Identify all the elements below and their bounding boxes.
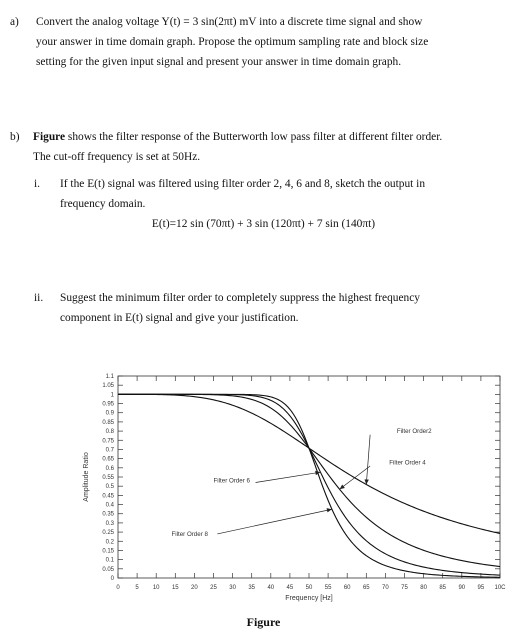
x-tick-label: 45 xyxy=(286,585,294,591)
part-i-label: i. xyxy=(34,178,41,190)
y-tick-label: 0.75 xyxy=(102,438,114,445)
y-tick-label: 0.7 xyxy=(105,447,114,454)
plot-frame xyxy=(118,376,500,578)
question-b-cutoff: The cut-off frequency is set at 50Hz. xyxy=(33,151,201,163)
y-tick-label: 0.4 xyxy=(105,502,114,509)
part-i-line-2: frequency domain. xyxy=(60,198,146,210)
curve-label-order-4: Filter Order 4 xyxy=(389,459,426,467)
y-tick-label: 0.65 xyxy=(102,456,114,463)
x-tick-label: 15 xyxy=(171,585,179,591)
x-axis-label: Frequency [Hz] xyxy=(285,595,333,602)
part-ii-label: ii. xyxy=(34,292,44,304)
arrowhead-order-4 xyxy=(340,484,345,489)
x-tick-label: 80 xyxy=(420,585,427,591)
y-tick-label: 0.3 xyxy=(105,520,114,527)
part-ii-line-1: Suggest the minimum filter order to completely suppress the highest frequency xyxy=(60,292,420,304)
y-axis-label: Amplitude Ratio xyxy=(83,452,90,502)
y-tick-label: 0.95 xyxy=(102,401,114,408)
x-tick-label: 70 xyxy=(382,585,389,591)
y-tick-label: 0 xyxy=(110,576,114,582)
question-b-intro xyxy=(33,127,511,147)
x-tick-label: 55 xyxy=(324,585,332,591)
y-tick-label: 0.45 xyxy=(102,493,114,500)
leader-line-order-4 xyxy=(340,466,371,489)
y-tick-label: 0.9 xyxy=(105,410,114,417)
y-tick-label: 1.1 xyxy=(105,374,114,380)
x-tick-label: 90 xyxy=(458,585,466,591)
leader-line-order-2 xyxy=(366,435,370,485)
question-a-line-3: setting for the given input signal and present your answer in time domain graph. xyxy=(36,56,402,68)
part-ii-line-2: component in E(t) signal and give your justification. xyxy=(60,312,299,324)
y-tick-label: 0.85 xyxy=(102,419,114,426)
x-tick-label: 0 xyxy=(116,585,120,591)
curve-label-order-6: Filter Order 6 xyxy=(213,477,250,485)
curve-order-4 xyxy=(118,394,500,566)
x-tick-label: 10 xyxy=(152,585,160,591)
y-tick-label: 1 xyxy=(110,392,114,399)
x-tick-label: 75 xyxy=(401,585,408,591)
x-tick-label: 20 xyxy=(191,585,198,591)
figure-caption: Figure xyxy=(246,615,281,629)
y-tick-label: 0.15 xyxy=(102,548,114,555)
question-a-line-1: Convert the analog voltage Y(t) = 3 sin(2πt) mV into a discrete time signal and show xyxy=(36,16,423,28)
y-tick-label: 1.05 xyxy=(102,383,114,390)
x-tick-label: 35 xyxy=(248,585,256,591)
question-a-text xyxy=(36,12,508,72)
leader-line-order-6 xyxy=(256,472,321,482)
x-tick-label: 50 xyxy=(305,585,313,591)
question-b-label: b) xyxy=(10,131,20,143)
y-tick-label: 0.35 xyxy=(102,511,114,518)
signal-equation: E(t)=12 sin (70πt) + 3 sin (120πt) + 7 sin (140πt) xyxy=(151,218,376,230)
x-tick-label: 40 xyxy=(267,585,275,591)
x-tick-label: 25 xyxy=(210,585,217,591)
x-tick-label: 85 xyxy=(439,585,447,591)
y-tick-label: 0.8 xyxy=(105,429,114,436)
y-tick-label: 0.25 xyxy=(102,530,114,537)
x-tick-label: 65 xyxy=(362,585,370,591)
curve-order-2 xyxy=(118,394,500,533)
y-tick-label: 0.5 xyxy=(105,484,114,491)
part-i-line-1: If the E(t) signal was filtered using filter order 2, 4, 6 and 8, sketch the output in xyxy=(60,178,426,190)
butterworth-chart xyxy=(80,370,512,610)
figure-reference: Figure xyxy=(33,131,66,143)
y-tick-label: 0.2 xyxy=(105,539,114,546)
y-tick-label: 0.05 xyxy=(102,566,114,573)
question-b-intro-rest: shows the filter response of the Butterworth low pass filter at different filter order. xyxy=(65,131,443,143)
curve-label-order-8: Filter Order 8 xyxy=(171,530,208,538)
x-tick-label: 95 xyxy=(477,585,485,591)
y-tick-label: 0.1 xyxy=(105,557,114,564)
x-tick-label: 30 xyxy=(229,585,236,591)
curve-order-8 xyxy=(118,394,500,577)
question-b-text xyxy=(33,127,511,167)
arrowhead-order-8 xyxy=(327,508,332,512)
butterworth-figure xyxy=(80,370,512,610)
x-tick-label: 10C xyxy=(494,585,506,591)
question-a-line-2: your answer in time domain graph. Propose the optimum sampling rate and block size xyxy=(36,36,429,48)
y-tick-label: 0.55 xyxy=(102,475,114,481)
curve-order-6 xyxy=(118,394,500,575)
y-tick-label: 0.6 xyxy=(105,465,114,472)
part-i-text xyxy=(60,174,508,214)
x-tick-label: 5 xyxy=(135,585,139,591)
question-a-label: a) xyxy=(10,16,19,28)
leader-line-order-8 xyxy=(217,509,332,534)
x-tick-label: 60 xyxy=(343,585,351,591)
part-ii-text xyxy=(60,288,508,328)
curve-label-order-2: Filter Order2 xyxy=(396,428,432,436)
